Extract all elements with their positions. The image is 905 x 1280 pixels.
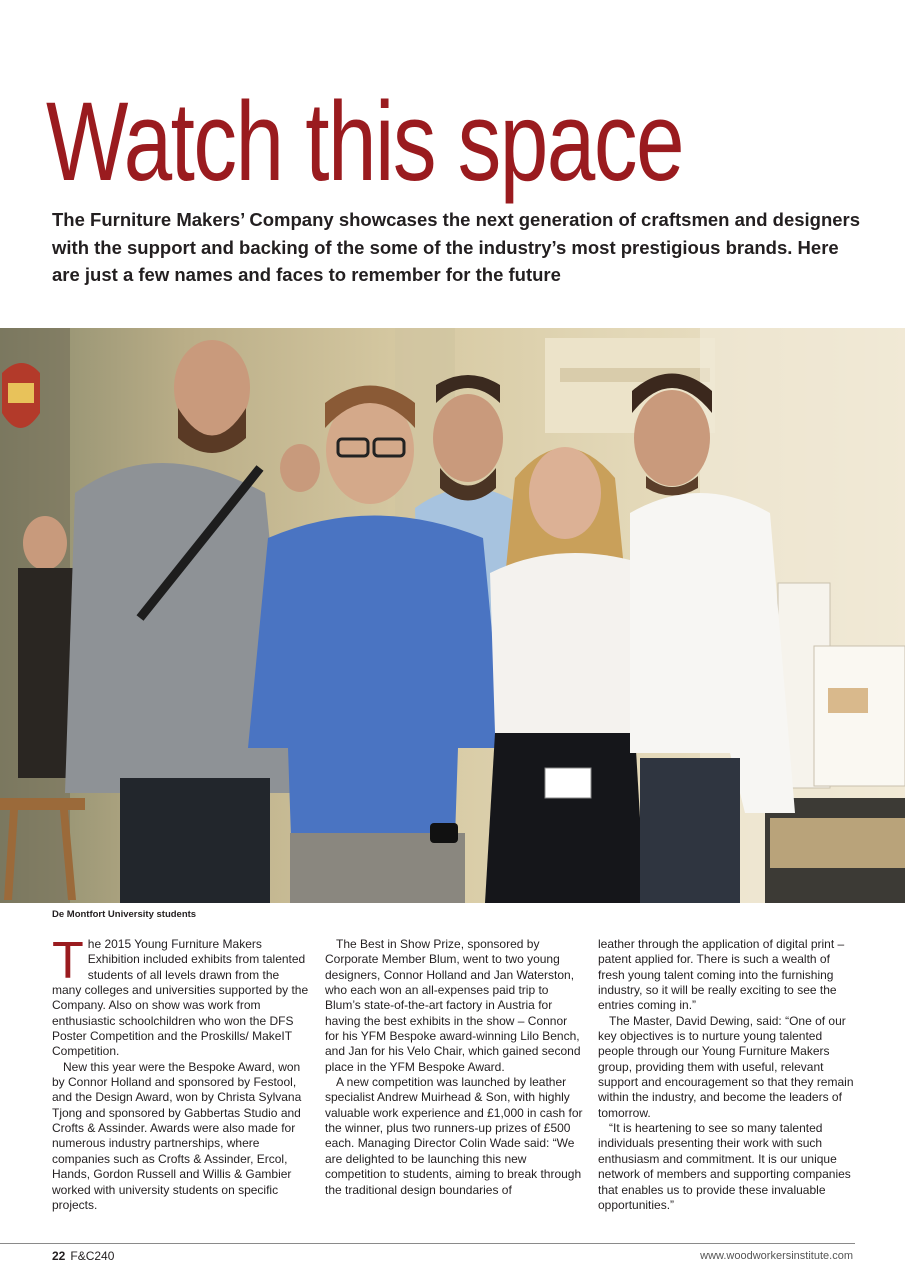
group-photo xyxy=(0,328,905,903)
standfirst: The Furniture Makers’ Company showcases the next generation of craftsmen and designers with the support and backing of the some of the industry’s most prestigious brands. Here are just a few names and faces to remember for the future xyxy=(52,209,861,285)
headline: Watch this space xyxy=(46,79,683,204)
paragraph: The Best in Show Prize, sponsored by Corporate Member Blum, went to two young designers, Connor Holland and Jan Waterston, who each won an all-expenses paid trip to Blum’s state-of-the-art factory in Austria for having the best exhibits in the show – Connor for his YFM Bespoke award-winning Lilo Bench, and Jan for his Velo Chair, which gained second place in the YFM Bespoke Award. xyxy=(325,937,581,1074)
paragraph xyxy=(52,932,310,1060)
paragraph: “It is heartening to see so many talented individuals presenting their work with such enthusiasm and commitment. It is our unique network of members and supporting companies that enables us to provide these invaluable opportunities.” xyxy=(598,1121,851,1212)
footer-folio xyxy=(52,1249,114,1263)
website-url: www.woodworkersinstitute.com xyxy=(700,1250,853,1262)
footer-rule xyxy=(0,1243,855,1244)
paragraph-text: he 2015 Young Furniture Makers Exhibition included exhibits from talented students of all levels drawn from the many colleges and universities supported by the Company. Also on show was work from enthusiastic schoolchildren who won the DFS Poster Competition and the Proskills/ MakeIT Competition. xyxy=(52,937,309,1059)
body-column-3 xyxy=(598,937,856,1213)
paragraph: A new competition was launched by leather specialist Andrew Muirhead & Son, with highly valuable work experience and £1,000 in cash for the winner, plus two runners-up prizes of £500 each. Managing Director Colin Wade said: “We are delighted to be launching this new competition to students, aiming to break through the traditional design boundaries of xyxy=(325,1075,583,1197)
paragraph: The Master, David Dewing, said: “One of our key objectives is to nurture young talented people through our Young Furniture Makers group, providing them with useful, relevant support and encouragement so that they remain within the industry, and become the leaders of tomorrow. xyxy=(598,1013,854,1120)
page-number: 22 xyxy=(52,1249,66,1263)
body-column-1 xyxy=(52,932,310,1213)
photo-caption: De Montfort University students xyxy=(52,909,197,920)
drop-cap: T xyxy=(52,932,84,990)
issue-label: F&C240 xyxy=(70,1249,115,1263)
paragraph: leather through the application of digital print – patent applied for. There is such a wealth of fresh young talent coming into the furnishing industry, so it will be really exciting to see the entries coming in.” xyxy=(598,937,845,1013)
body-column-2 xyxy=(325,937,583,1198)
paragraph: New this year were the Bespoke Award, won by Connor Holland and sponsored by Festool, and the Design Award, won by Christa Sylvana Tjong and sponsored by Gabbertas Studio and Crofts & Assinder. Awards were also made for numerous industry partnerships, where companies such as Crofts & Assinder, Ercol, Hands, Gordon Russell and Willis & Gambier worked with university students on specific projects. xyxy=(52,1059,302,1212)
crest-icon xyxy=(2,363,40,428)
